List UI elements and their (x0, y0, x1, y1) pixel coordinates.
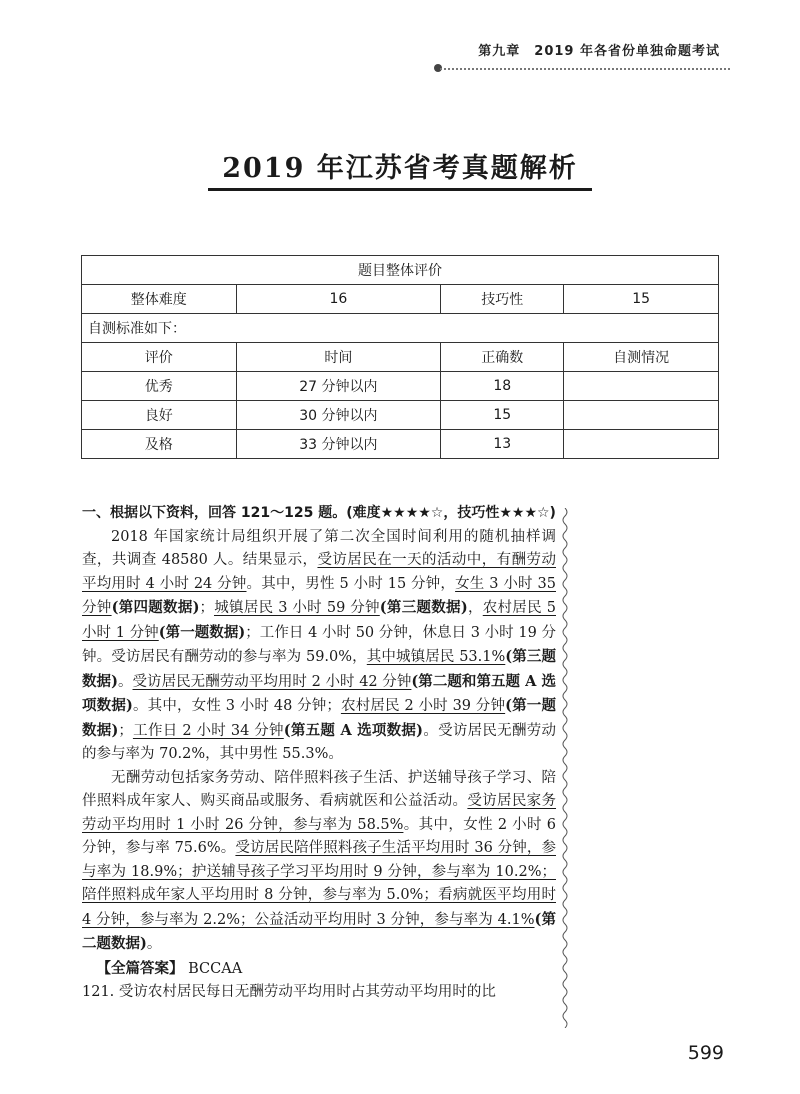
answer-label: 【全篇答案】 (96, 959, 184, 977)
difficulty-value: 16 (236, 285, 441, 314)
underlined-text: 农村居民 2 小时 39 分钟 (340, 698, 506, 714)
chapter-header: 第九章 2019 年各省份单独命题考试 (478, 44, 720, 59)
table-row (82, 430, 719, 459)
text: 。受访居民无酬劳动的参与率为 70.2%，其中男性 55.3%。 (82, 722, 556, 762)
evaluation-table (81, 255, 719, 459)
section-heading: 一、根据以下资料，回答 121～125 题。(难度★★★★☆，技巧性★★★☆) (82, 505, 556, 521)
text: 2018 年国家统计局组织开展了第二次全国时间利用的随机抽样调查，共调查 48580 人。结果显示， (82, 528, 556, 568)
text: 。其中，女性 2 小时 6 分钟，参与率 75.6%。 (82, 816, 556, 856)
text: ， (467, 600, 483, 616)
correct-cell: 18 (441, 372, 564, 401)
grade-cell: 优秀 (82, 372, 237, 401)
title-underline (208, 188, 592, 191)
table-caption: 题目整体评价 (82, 256, 719, 285)
self-test-cell (564, 372, 719, 401)
text: ；工作日 4 小时 50 分钟，休息日 3 小时 19 分钟。受访居民有酬劳动的参与率为 59.0%， (82, 624, 556, 665)
text: 。其中，男性 5 小时 15 分钟， (246, 575, 456, 592)
self-test-cell (564, 430, 719, 459)
time-cell: 27 分钟以内 (236, 372, 441, 401)
correct-cell: 15 (441, 401, 564, 430)
data-note: (第一题数据) (82, 697, 556, 739)
column-header: 评价 (82, 343, 237, 372)
column-header: 自测情况 (564, 343, 719, 372)
text: 无酬劳动包括家务劳动、陪伴照料孩子生活、护送辅导孩子学习、陪伴照料成年家人、购买商品或服务、看病就医和公益活动。 (82, 769, 556, 809)
paragraph-1 (82, 526, 556, 767)
data-note: (第二题数据) (82, 910, 556, 952)
underlined-text: 城镇居民 3 小时 59 分钟 (213, 600, 380, 616)
column-header: 正确数 (441, 343, 564, 372)
grade-cell: 良好 (82, 401, 237, 430)
table-caption-row (82, 256, 719, 285)
grade-cell: 及格 (82, 430, 237, 459)
paragraph-2 (82, 767, 556, 957)
time-cell: 33 分钟以内 (236, 430, 441, 459)
table-row (82, 401, 719, 430)
text: ； (118, 722, 133, 739)
underlined-text: 受访居民无酬劳动平均用时 2 小时 42 分钟 (132, 673, 412, 690)
text: 。 (146, 936, 162, 952)
question-material (82, 502, 556, 1005)
table-row (82, 372, 719, 401)
column-header: 时间 (236, 343, 441, 372)
underlined-text: 受访居民在一天的活动中，有酬劳动平均用时 4 小时 24 分钟 (82, 552, 556, 592)
data-note: (第三题数据) (82, 648, 556, 690)
underlined-text: 农村居民 5 小时 1 分钟 (82, 600, 556, 641)
underlined-text: 受访居民家务劳动平均用时 1 小时 26 分钟，参与率为 58.5% (82, 793, 557, 833)
page-title: 2019 年江苏省考真题解析 (222, 153, 578, 184)
text: ； (199, 600, 214, 616)
table-summary-row (82, 285, 719, 314)
data-note: (第五题 A 选项数据) (283, 721, 424, 739)
data-note: (第二题和第五题 A 选项数据) (82, 672, 556, 714)
skill-value: 15 (564, 285, 719, 314)
header-dotted-rule (440, 68, 730, 70)
difficulty-label: 整体难度 (82, 285, 237, 314)
underlined-text: 女生 3 小时 35 分钟 (82, 575, 556, 616)
text: 。 (117, 673, 133, 690)
page-number: 599 (687, 1042, 724, 1064)
data-note: (第四题数据) (111, 599, 200, 616)
answer-line (82, 957, 556, 982)
data-note: (第三题数据) (379, 599, 468, 616)
self-test-note: 自测标准如下： (82, 314, 719, 343)
underlined-text: 其中城镇居民 53.1% (366, 649, 506, 665)
self-test-cell (564, 401, 719, 430)
wavy-margin-line (560, 508, 570, 1028)
table-header-row (82, 343, 719, 372)
time-cell: 30 分钟以内 (236, 401, 441, 430)
table-note-row (82, 314, 719, 343)
question-121: 121. 受访农村居民每日无酬劳动平均用时占其劳动平均用时的比 (82, 984, 496, 1000)
underlined-text: 受访居民陪伴照料孩子生活平均用时 36 分钟，参与率为 18.9%；护送辅导孩子学习平均用时 9 分钟，参与率为 10.2%；陪伴照料成年家人平均用时 8 分钟，参与率为 5.0%；看病就医平均用时 4 分钟，参与率为 2.2%；公益活动平均用时 3 分钟，参与率为 4.1% (82, 840, 556, 928)
answer-value: BCCAA (188, 960, 243, 977)
underlined-text: 工作日 2 小时 34 分钟 (132, 722, 284, 739)
data-note: (第一题数据) (158, 623, 246, 641)
text: 。其中，女性 3 小时 48 分钟； (132, 698, 341, 714)
correct-cell: 13 (441, 430, 564, 459)
skill-label: 技巧性 (441, 285, 564, 314)
